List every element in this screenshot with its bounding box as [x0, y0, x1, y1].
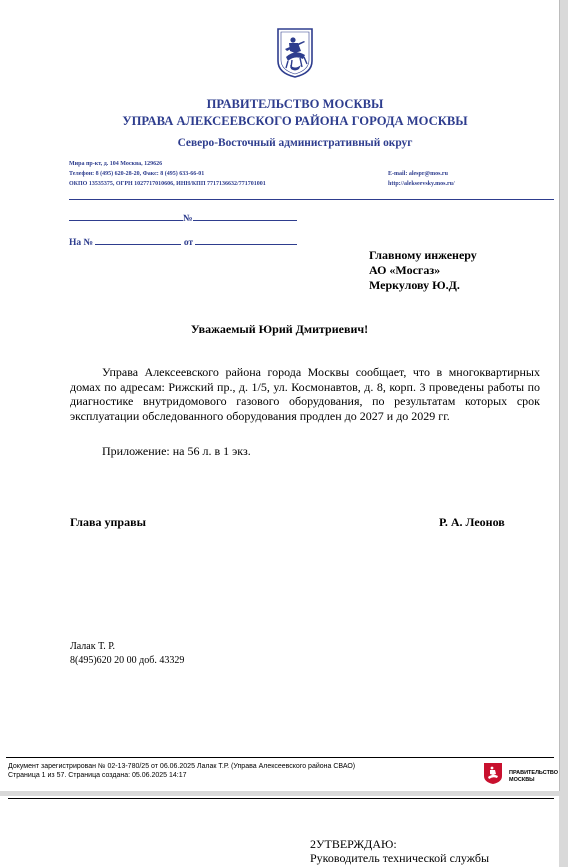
approval-header: 2УТВЕРЖДАЮ:	[310, 837, 397, 851]
org-website: http://alekseevsky.mos.ru/	[388, 181, 455, 187]
addressee-position: Главному инженеру	[369, 248, 477, 262]
number-blank	[193, 212, 297, 221]
org-phone: Телефон: 8 (495) 620-28-20, Факс: 8 (495) 633-66-01	[69, 171, 205, 177]
approver-role: Руководитель технической службы	[310, 851, 490, 865]
signatory-position: Глава управы	[70, 515, 146, 529]
from-label: от	[183, 238, 194, 248]
date-blank	[69, 212, 183, 221]
government-title: ПРАВИТЕЛЬСТВО МОСКВЫ	[206, 97, 384, 111]
addressee-name: Меркулову Ю.Д.	[369, 278, 460, 292]
addressee-block	[369, 248, 477, 293]
page2-top-divider	[8, 798, 554, 799]
reply-to-label: На №	[69, 238, 94, 248]
page-info: Страница 1 из 57. Страница создана: 05.06.2025 14:17	[8, 772, 187, 779]
appendix-note: Приложение: на 56 л. в 1 экз.	[102, 444, 251, 458]
letter-body: Управа Алексеевского района города Москвы сообщает, что в многоквартирных домах по адресам: Рижский пр., д. 1/5, ул. Космонавтов, д. 8, корп. 3 проведены работы по диагностике внутридомового газового оборудования, по результатам которых срок эксплуатации обследованного оборудования продлен до 2027 и до 2029 гг.	[70, 365, 540, 423]
signatory-name: Р. А. Леонов	[439, 515, 505, 529]
executor-block	[70, 640, 184, 668]
addressee-organization: АО «Мосгаз»	[369, 263, 441, 277]
brand-line1: ПРАВИТЕЛЬСТВО	[509, 770, 559, 776]
council-title: УПРАВА АЛЕКСЕЕВСКОГО РАЙОНА ГОРОДА МОСКВЫ	[122, 114, 468, 128]
moscow-coat-of-arms-icon	[276, 27, 314, 79]
outgoing-number-field	[69, 212, 297, 224]
registration-stamp: Документ зарегистрирован № 02-13-780/25 от 06.06.2025 Лалак Т.Р. (Управа Алексеевского района СВАО)	[8, 763, 356, 770]
ref-number-blank	[95, 236, 181, 245]
page-edge	[559, 0, 560, 791]
incoming-reference-field	[69, 236, 297, 248]
footer-divider	[6, 757, 554, 758]
ref-date-blank	[195, 236, 297, 245]
org-codes: ОКПО 13535375, ОГРН 1027717010606, ИНН/КПП 7717136632/771701001	[69, 181, 266, 187]
document-page-2	[0, 796, 559, 867]
executor-phone: 8(495)620 20 00 доб. 43329	[70, 655, 185, 666]
org-address: Мира пр-кт, д. 104 Москва, 129626	[69, 161, 163, 167]
executor-name: Лалак Т. Р.	[70, 641, 116, 652]
brand-line2: МОСКВЫ	[509, 777, 535, 783]
moscow-government-logo-icon	[484, 763, 502, 784]
org-email: E-mail: alespr@mos.ru	[388, 171, 448, 177]
district-name: Северо-Восточный административный округ	[177, 137, 413, 149]
greeting: Уважаемый Юрий Дмитриевич!	[190, 322, 369, 336]
number-sign: №	[183, 214, 193, 224]
header-divider	[69, 199, 554, 200]
